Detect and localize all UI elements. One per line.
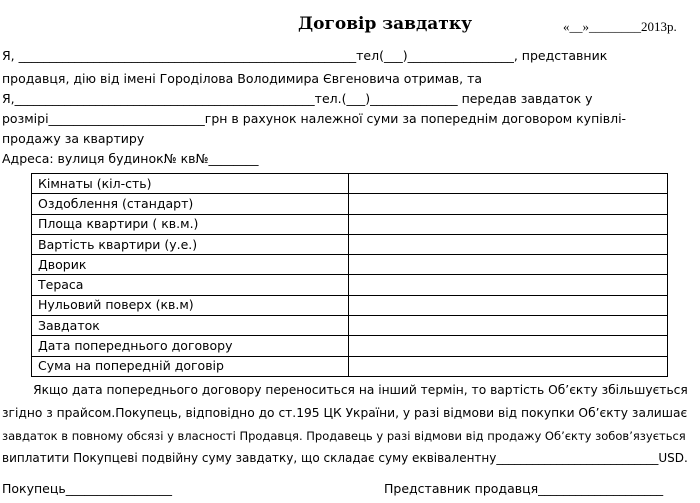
address-line: Адреса: вулиця будинок№ кв№________ [2,151,259,166]
body-line-4: розмірі_________________________грн в рахунок належної суми за попереднім договором купівлі- [2,111,627,126]
row-value [349,255,668,275]
row-value [349,356,668,376]
row-label: Тераса [32,275,349,295]
row-label: Вартість квартири (у.е.) [32,234,349,254]
table-row [32,356,668,376]
body-line-5: продажу за квартиру [2,131,145,146]
row-value [349,234,668,254]
row-value [349,194,668,214]
row-value [349,174,668,194]
row-value [349,316,668,336]
row-value [349,295,668,315]
row-label: Нульовий поверх (кв.м) [32,295,349,315]
document-title: Договір завдатку [298,14,473,34]
document-date: «__»________2013р. [563,19,677,34]
table-row [32,194,668,214]
row-label: Дворик [32,255,349,275]
body-line-2: продавця, дію від імені Городілова Володимира Євгеновича отримав, та [2,71,483,86]
table-row [32,255,668,275]
row-label: Оздоблення (стандарт) [32,194,349,214]
paragraph-line-2: згідно з прайсом.Покупець, відповідно до ст.195 ЦК України, у разі відмови від покупки Об’єкту залишає [2,406,688,420]
table-row [32,336,668,356]
table-row [32,275,668,295]
buyer-signature: Покупець_________________ [2,481,172,496]
table-row [32,295,668,315]
row-label: Сума на попередній договір [32,356,349,376]
row-label: Дата попереднього договору [32,336,349,356]
row-label: Кімнаты (кіл-сть) [32,174,349,194]
row-value [349,275,668,295]
table-row [32,214,668,234]
table-row [32,174,668,194]
table-row [32,316,668,336]
paragraph-line-3: завдаток в повному обсязі у власності Продавця. Продавець у разі відмови від продажу Об’єкту зобов’язується [2,429,686,443]
body-line-1: Я, ______________________________________________________тел(___)_________________, представник [2,48,608,63]
row-value [349,214,668,234]
apartment-details-table [31,173,668,377]
paragraph-line-4: виплатити Покупцеві подвійну суму завдатку, що складає суму еквівалентну___________________________USD. [2,451,688,465]
body-line-3: Я,________________________________________________тел.(___)______________ передав завдаток у [2,91,593,106]
table-row [32,234,668,254]
row-value [349,336,668,356]
row-label: Площа квартири ( кв.м.) [32,214,349,234]
row-label: Завдаток [32,316,349,336]
paragraph-line-1: Якщо дата попереднього договору переноситься на інший термін, то вартість Об’єкту збільшується [2,383,688,397]
seller-signature: Представник продавця____________________ [384,481,664,496]
